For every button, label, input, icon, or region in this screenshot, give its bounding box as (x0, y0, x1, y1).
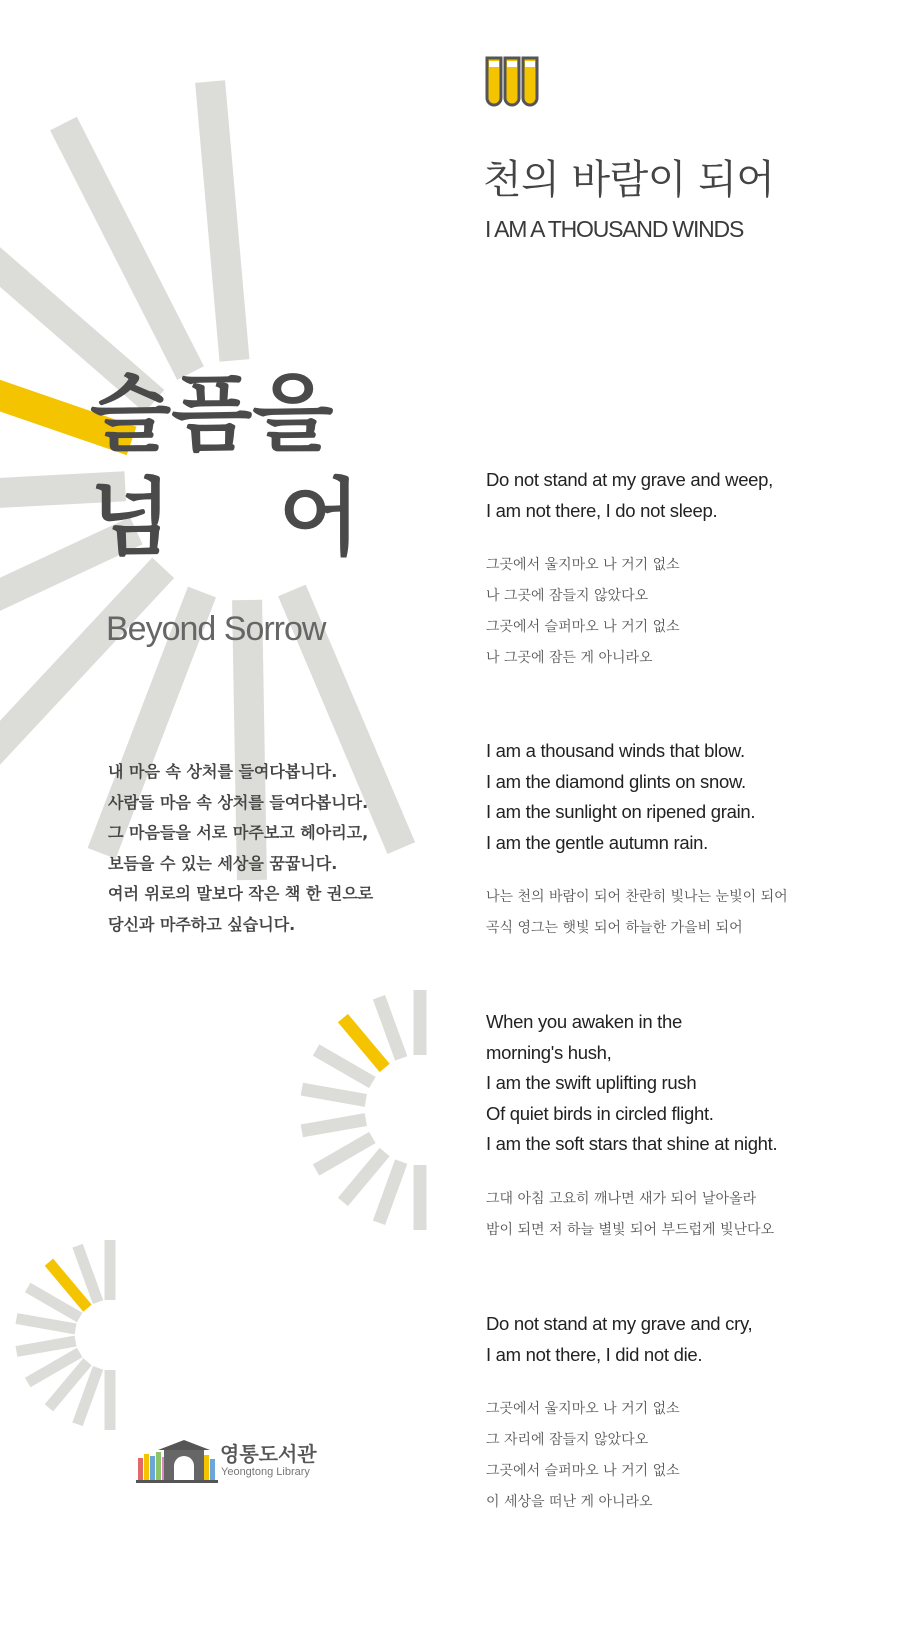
poem-line: I am a thousand winds that blow. (486, 740, 745, 761)
stanza-3-korean (486, 1184, 774, 1246)
poem-line: When you awaken in the (486, 1011, 682, 1032)
hero-title-english: Beyond Sorrow (106, 610, 326, 648)
poem-title-korean: 천의 바람이 되어 (483, 157, 775, 203)
poem-line-ko: 곡식 영그는 햇빛 되어 하늘한 가을비 되어 (486, 920, 743, 936)
poem-title-english: I AM A THOUSAND WINDS (485, 216, 744, 242)
poem-line: Do not stand at my grave and weep, (486, 469, 774, 490)
poem-line-ko: 나 그곳에 잠들지 않았다오 (486, 588, 649, 604)
library-name-korean: 영통도서관 (220, 1442, 317, 1466)
hero-title-korean (90, 362, 360, 570)
poem-line: I am the swift uplifting rush (486, 1072, 697, 1093)
poem-line: Of quiet birds in circled flight. (486, 1102, 714, 1124)
intro-line: 당신과 마주하고 싶습니다. (108, 914, 296, 934)
stanza-1-korean (486, 550, 680, 674)
poem-line-ko: 그대 아침 고요히 깨나면 새가 되어 날아올라 (486, 1191, 757, 1207)
poem-line-ko: 그곳에서 울지마오 나 거기 없소 (486, 1401, 680, 1417)
stanza-1-english (486, 465, 773, 526)
intro-text (108, 757, 373, 940)
stanza-4-english (486, 1309, 752, 1370)
hero-title-line2-first: 넘 (90, 469, 172, 567)
poem-line-ko: 밤이 되면 저 하늘 별빛 되어 부드럽게 빛난다오 (486, 1222, 775, 1238)
poem-line: I am not there, I did not die. (486, 1343, 703, 1365)
stanza-2-korean (486, 882, 788, 944)
stanza-4-korean (486, 1394, 680, 1518)
poem-line-ko: 나 그곳에 잠든 게 아니라오 (486, 650, 653, 666)
small-ray (105, 1370, 116, 1430)
hero-title-line1: 슬픔을 (90, 365, 334, 463)
stanza-3-english (486, 1007, 777, 1160)
intro-line: 보듬을 수 있는 세상을 꿈꿉니다. (108, 853, 338, 873)
intro-line: 그 마음들을 서로 마주보고 헤아리고, (108, 823, 369, 842)
hero-title-line2-second: 어 (278, 469, 360, 567)
poem-line: I am the gentle autumn rain. (486, 831, 708, 853)
poem-line: I am the sunlight on ripened grain. (486, 801, 756, 822)
poem-line-ko: 나는 천의 바람이 되어 찬란히 빛나는 눈빛이 되어 (486, 889, 788, 905)
poem-line-ko: 그곳에서 울지마오 나 거기 없소 (486, 557, 680, 573)
poem-line: I am the diamond glints on snow. (486, 770, 746, 792)
books-icon (483, 52, 543, 108)
poem-line: morning's hush, (486, 1041, 612, 1063)
poem-line: Do not stand at my grave and cry, (486, 1313, 753, 1334)
poem-line-ko: 그곳에서 슬퍼마오 나 거기 없소 (486, 619, 680, 635)
hero-title-line2 (90, 466, 360, 570)
library-name-english: Yeongtong Library (221, 1466, 310, 1478)
stanza-2-english (486, 736, 755, 858)
poem-line-ko: 그 자리에 잠들지 않았다오 (486, 1432, 649, 1448)
small-ray (105, 1240, 116, 1300)
intro-line: 사람들 마음 속 상처를 들여다봅니다. (108, 792, 369, 812)
poem-line: I am the soft stars that shine at night. (486, 1133, 778, 1154)
poem-line-ko: 이 세상을 떠난 게 아니라오 (486, 1494, 653, 1510)
intro-line: 내 마음 속 상처를 들여다봅니다. (108, 762, 338, 781)
poem-line: I am not there, I do not sleep. (486, 499, 718, 521)
intro-line: 여러 위로의 말보다 작은 책 한 권으로 (108, 884, 374, 903)
poem-line-ko: 그곳에서 슬퍼마오 나 거기 없소 (486, 1463, 680, 1479)
